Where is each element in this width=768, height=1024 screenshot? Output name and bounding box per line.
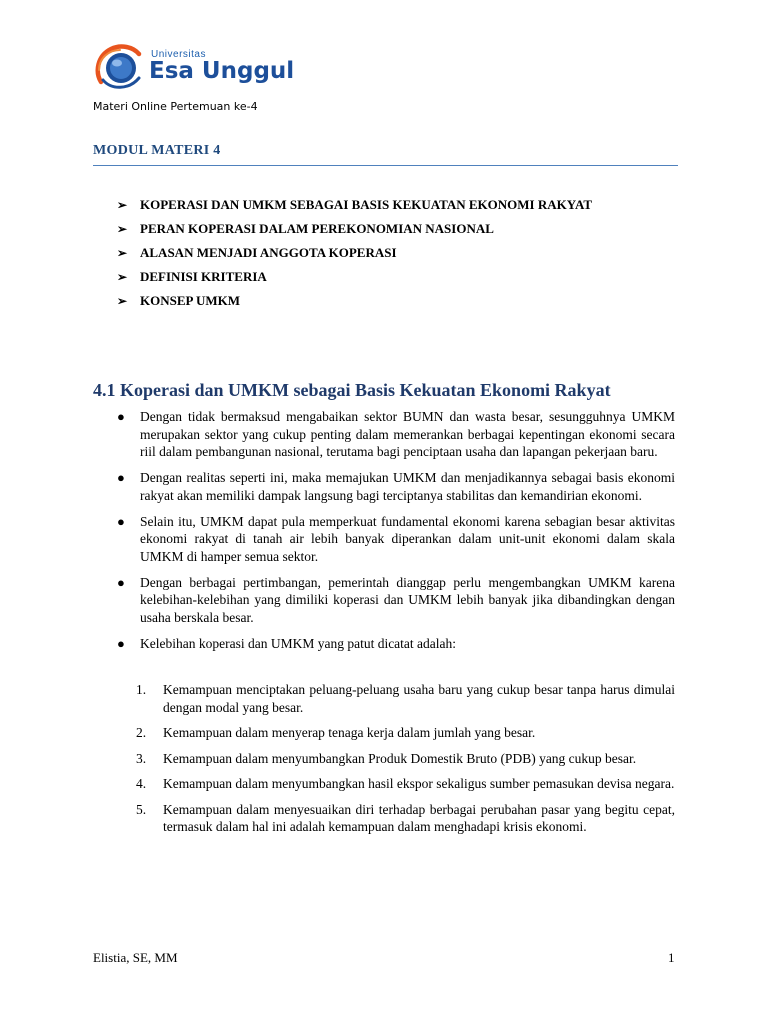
topic-text: PERAN KOPERASI DALAM PEREKONOMIAN NASIONAL (140, 221, 494, 236)
bullet-dot-icon: ● (117, 635, 125, 651)
numbered-item (136, 801, 675, 836)
topic-item (117, 269, 675, 285)
numbered-item (136, 724, 675, 742)
topic-list (117, 197, 675, 317)
topic-item (117, 293, 675, 309)
header-subtitle: Materi Online Pertemuan ke-4 (93, 100, 258, 113)
topic-text: DEFINISI KRITERIA (140, 269, 267, 284)
university-logo (93, 42, 303, 92)
topic-text: ALASAN MENJADI ANGGOTA KOPERASI (140, 245, 397, 260)
item-number: 5. (136, 801, 147, 817)
page-number: 1 (668, 950, 675, 965)
topic-item (117, 221, 675, 237)
bullet-list (117, 408, 675, 661)
footer-author: Elistia, SE, MM (93, 950, 178, 965)
item-number: 1. (136, 682, 147, 697)
topic-text: KONSEP UMKM (140, 293, 241, 308)
header-divider (93, 165, 678, 166)
bullet-dot-icon: ● (117, 470, 125, 485)
bullet-item (117, 469, 675, 504)
numbered-item (136, 775, 675, 793)
topic-item (117, 197, 675, 213)
bullet-text: Selain itu, UMKM dapat pula memperkuat fundamental ekonomi karena sebagian besar aktivitas ekonomi rakyat di tanah air lebih banyak diperankan dalam unit-unit ekonomi dalam skala UMKM di hamper semua sektor. (140, 513, 675, 564)
logo-small-text: Universitas (151, 49, 206, 60)
numbered-list (136, 681, 675, 844)
arrow-bullet-icon: ➢ (117, 246, 128, 260)
numbered-text: Kemampuan menciptakan peluang-peluang usaha baru yang cukup besar tanpa harus dimulai dengan modal yang besar. (163, 682, 675, 715)
bullet-item (117, 513, 675, 566)
modul-title: MODUL MATERI 4 (93, 143, 221, 158)
arrow-bullet-icon: ➢ (117, 222, 128, 236)
item-number: 3. (136, 750, 147, 766)
arrow-bullet-icon: ➢ (117, 294, 128, 308)
bullet-dot-icon: ● (117, 409, 125, 424)
numbered-text: Kemampuan dalam menyumbangkan Produk Domestik Bruto (PDB) yang cukup besar. (163, 750, 637, 766)
bullet-text: Kelebihan koperasi dan UMKM yang patut dicatat adalah: (140, 635, 457, 651)
topic-item (117, 245, 675, 261)
bullet-item (117, 574, 675, 627)
bullet-dot-icon: ● (117, 574, 125, 590)
logo-brand-text: Esa Unggul (149, 58, 295, 84)
item-number: 4. (136, 776, 147, 791)
bullet-dot-icon: ● (117, 513, 125, 529)
numbered-text: Kemampuan dalam menyesuaikan diri terhadap berbagai perubahan pasar yang begitu cepat, termasuk dalam hal ini adalah kemampuan dalam menghadapi krisis ekonomi. (163, 801, 675, 834)
bullet-item (117, 408, 675, 461)
numbered-item (136, 750, 675, 768)
bullet-item (117, 635, 675, 653)
item-number: 2. (136, 725, 147, 740)
logo-emblem-icon (93, 42, 145, 92)
numbered-text: Kemampuan dalam menyumbangkan hasil ekspor sekaligus sumber pemasukan devisa negara. (163, 776, 675, 791)
topic-text: KOPERASI DAN UMKM SEBAGAI BASIS KEKUATAN EKONOMI RAKYAT (140, 197, 593, 212)
section-heading: 4.1 Koperasi dan UMKM sebagai Basis Kekuatan Ekonomi Rakyat (93, 380, 611, 400)
bullet-text: Dengan realitas seperti ini, maka memajukan UMKM dan menjadikannya sebagai basis ekonomi rakyat akan memiliki dampak langsung bagi terciptanya stabilitas dan kemandirian ekonomi. (140, 470, 675, 503)
arrow-bullet-icon: ➢ (117, 198, 128, 212)
bullet-text: Dengan berbagai pertimbangan, pemerintah dianggap perlu mengembangkan UMKM karena kelebihan-kelebihan yang dimiliki koperasi dan UMKM lebih banyak jika dibandingkan dengan usaha berskala besar. (140, 574, 675, 625)
numbered-text: Kemampuan dalam menyerap tenaga kerja dalam jumlah yang besar. (163, 725, 536, 740)
bullet-text: Dengan tidak bermaksud mengabaikan sektor BUMN dan wasta besar, sesungguhnya UMKM merupakan sektor yang cukup penting dalam memerankan berbagai kepentingan ekonomi secara riil dalam pembangunan nasional, terutama bagi penciptaan usaha dan lapangan pekerjaan baru. (140, 409, 675, 459)
arrow-bullet-icon: ➢ (117, 270, 128, 284)
numbered-item (136, 681, 675, 716)
